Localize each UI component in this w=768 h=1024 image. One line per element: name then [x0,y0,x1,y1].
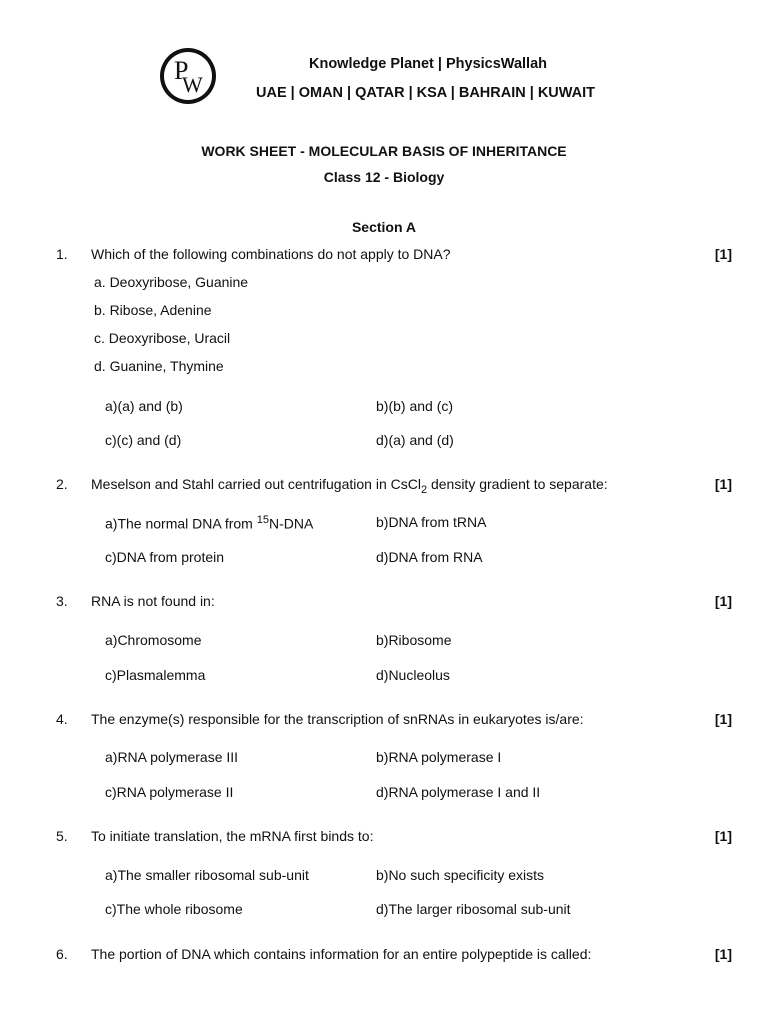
answer-option: b)RNA polymerase I [376,749,502,765]
question-text-part: density gradient to separate: [427,476,608,492]
section-heading: Section A [351,219,417,235]
answer-option: b)Ribosome [376,632,452,648]
regions-line: UAE | OMAN | QATAR | KSA | BAHRAIN | KUWAIT [256,85,596,101]
sub-item: c. Deoxyribose, Uracil [94,330,231,346]
answer-option: c)Plasmalemma [105,667,206,683]
answer-option: b)(b) and (c) [376,398,454,414]
question-number: 2. [56,476,68,492]
question-text: To initiate translation, the mRNA first binds to: [91,828,374,844]
question-text: The enzyme(s) responsible for the transcription of snRNAs in eukaryotes is/are: [91,711,584,727]
question-number: 5. [56,828,68,844]
question-marks: [1] [714,246,732,262]
question-marks: [1] [714,476,732,492]
logo-letter-p: P [174,56,189,85]
option-text-part: N-DNA [268,515,314,532]
answer-option [105,514,313,532]
worksheet-title: WORK SHEET - MOLECULAR BASIS OF INHERITANCE [201,143,567,159]
sub-item: b. Ribose, Adenine [94,302,212,318]
org-line: Knowledge Planet | PhysicsWallah [309,56,547,72]
question-text: Which of the following combinations do not apply to DNA? [91,246,451,262]
question-number: 1. [56,246,68,262]
question-marks: [1] [714,593,732,609]
option-text-part: a)The normal DNA from [105,515,257,532]
sub-item: a. Deoxyribose, Guanine [94,274,249,290]
question-text-part: Meselson and Stahl carried out centrifugation in CsCl [91,476,421,492]
answer-option: d)DNA from RNA [376,549,483,565]
class-line: Class 12 - Biology [323,169,445,185]
answer-option: c)DNA from protein [105,549,225,565]
question-marks: [1] [714,828,732,844]
question-text: The portion of DNA which contains information for an entire polypeptide is called: [91,946,592,962]
answer-option: a)Chromosome [105,632,202,648]
logo-letter-w: W [182,72,203,97]
answer-option: a)RNA polymerase III [105,749,239,765]
question-number: 3. [56,593,68,609]
answer-option: c)RNA polymerase II [105,784,234,800]
question-number: 4. [56,711,68,727]
answer-option: d)(a) and (d) [376,432,454,448]
answer-option: d)RNA polymerase I and II [376,784,541,800]
question-text: RNA is not found in: [91,593,215,609]
question-marks: [1] [714,711,732,727]
question-marks: [1] [714,946,732,962]
answer-option: b)DNA from tRNA [376,514,487,530]
sub-item: d. Guanine, Thymine [94,358,224,374]
answer-option: d)The larger ribosomal sub-unit [376,901,571,917]
question-text [91,476,608,496]
answer-option: c)The whole ribosome [105,901,243,917]
subscript: 2 [420,483,428,496]
superscript: 15 [256,514,269,526]
answer-option: a)(a) and (b) [105,398,183,414]
answer-option: b)No such specificity exists [376,867,545,883]
pw-logo [160,48,216,104]
answer-option: c)(c) and (d) [105,432,182,448]
answer-option: d)Nucleolus [376,667,450,683]
question-number: 6. [56,946,68,962]
pw-logo-inner [164,52,212,100]
answer-option: a)The smaller ribosomal sub-unit [105,867,309,883]
